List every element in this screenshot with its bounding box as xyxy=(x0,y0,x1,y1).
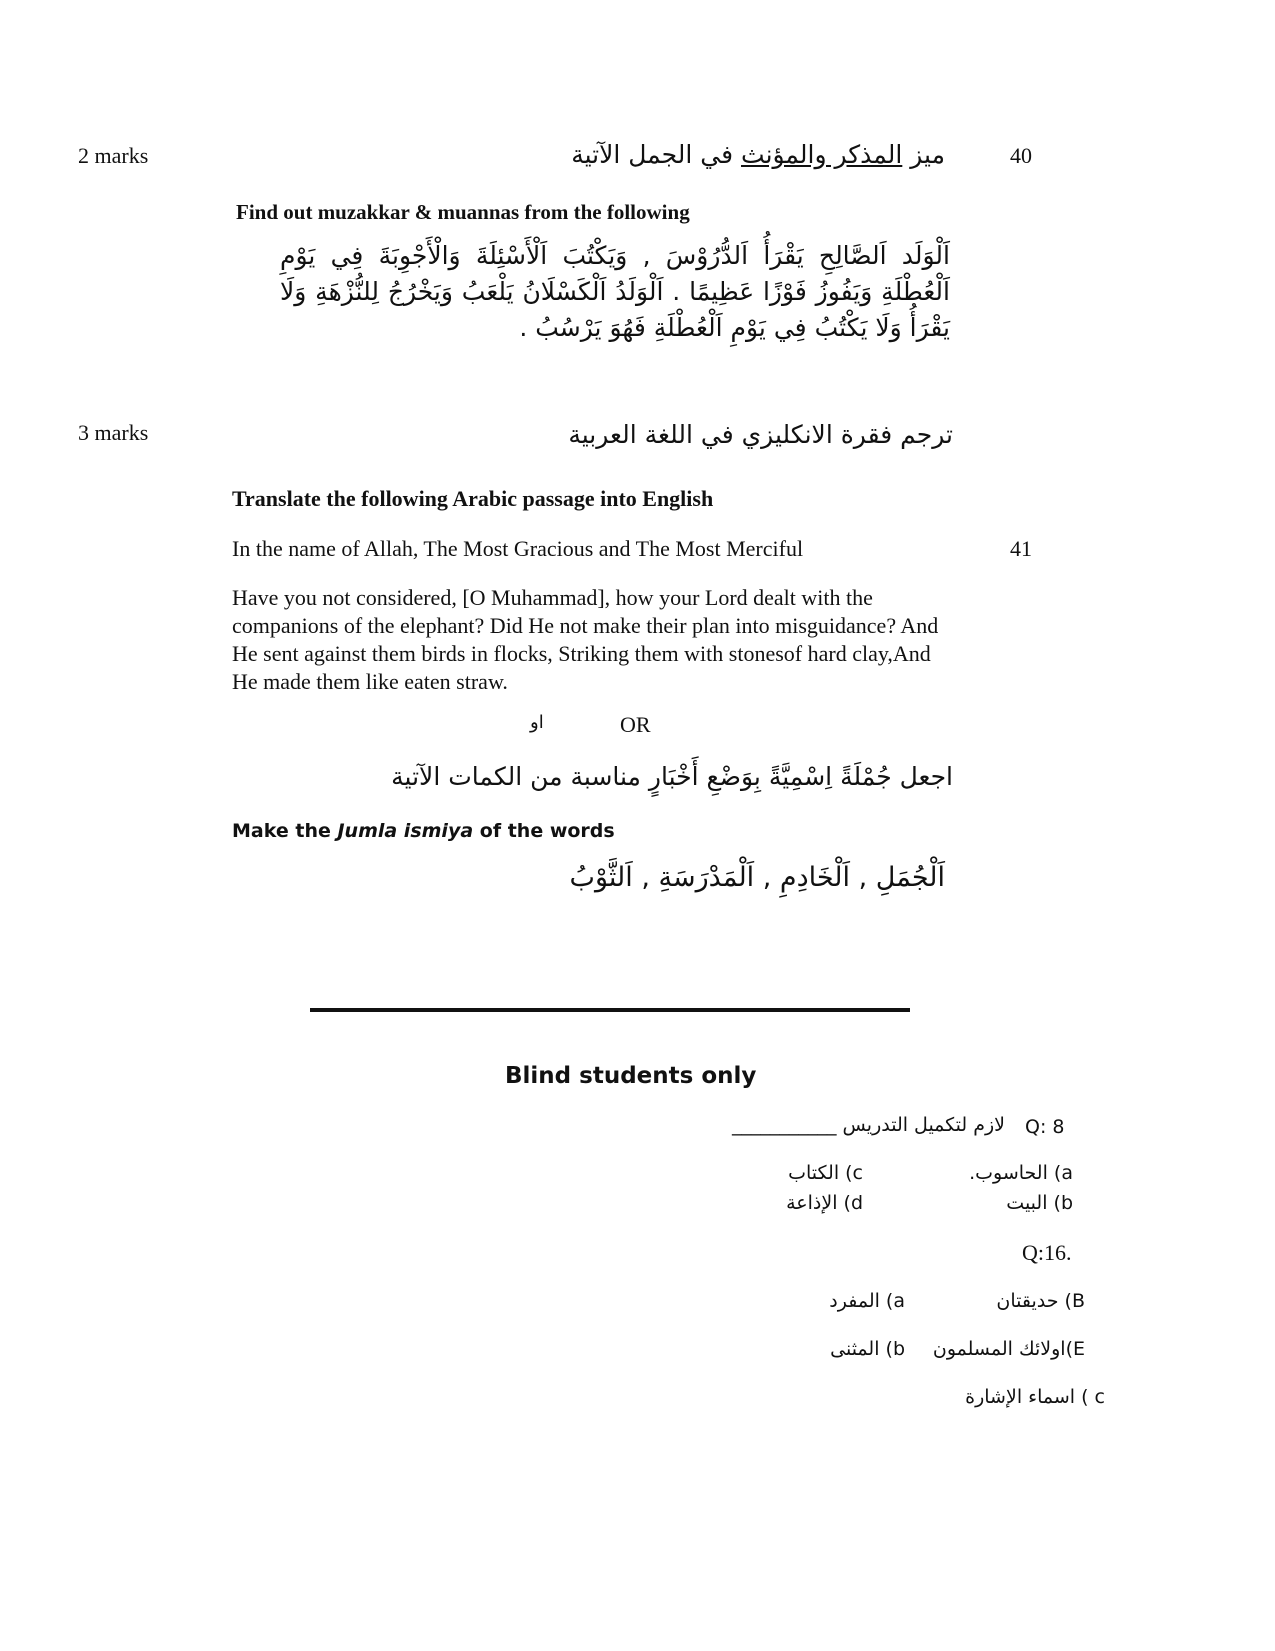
q16-option-B: B) حديقتان xyxy=(996,1290,1085,1312)
q8-option-b: b) البيت xyxy=(1006,1192,1073,1214)
blind-heading: Blind students only xyxy=(505,1063,757,1089)
q41-number: 41 xyxy=(1010,536,1032,561)
italic-term: Jumla ismiya xyxy=(337,820,474,842)
or-english: OR xyxy=(620,712,651,737)
title-part: ميز xyxy=(902,140,945,169)
alt-instruction xyxy=(232,820,615,842)
q40-arabic-title xyxy=(571,140,945,169)
q41-instruction: Translate the following Arabic passage into English xyxy=(232,486,714,511)
q41-marks: 3 marks xyxy=(78,420,149,445)
or-arabic: او xyxy=(530,712,544,733)
q41-passage: Have you not considered, [O Muhammad], how your Lord dealt with the companions of the elephant? Did He not make their plan into misguidance? And He sent against them birds in flocks, Striking them with stonesof hard clay,And He made them like eaten straw. xyxy=(232,585,939,694)
q8-text: لازم لتكميل التدريس ___________ xyxy=(732,1114,1005,1136)
q16-option-a: a) المفرد xyxy=(829,1290,905,1312)
q16-label: Q:16. xyxy=(1022,1240,1072,1265)
q41-arabic-title: ترجم فقرة الانكليزي في اللغة العربية xyxy=(568,420,953,449)
divider xyxy=(310,1008,910,1012)
q40-instruction: Find out muzakkar & muannas from the following xyxy=(236,200,690,224)
alt-arabic-title: اجعل جُمْلَةً اِسْمِيَّةً بِوَضْعِ أَخْبَارٍ مناسبة من الكمات الآتية xyxy=(391,762,953,791)
q8-label: Q: 8 xyxy=(1025,1116,1065,1138)
text: of the words xyxy=(473,820,615,842)
q8-option-a: a) الحاسوب. xyxy=(969,1162,1073,1184)
q16-option-E: E)اولائك المسلمون xyxy=(932,1338,1085,1360)
q40-marks: 2 marks xyxy=(78,143,149,168)
arabic-words: اَلْجُمَلِ , اَلْخَادِمِ , اَلْمَدْرَسَةِ , اَلثَّوْبُ xyxy=(569,862,945,893)
q8-option-c: c) الكتاب xyxy=(788,1162,863,1184)
text: Make the xyxy=(232,820,338,842)
q40-arabic-passage: اَلْوَلَد اَلصَّالِحِ يَقْرَأُ اَلدُّرُوْسَ , وَيَكْتُبَ اَلْأَسْئِلَةَ وَالْأَجْوِبَةَ فِي يَوْمِ اَلْعُطْلَةِ وَيَفُوزُ فَوْزًا عَظِيمًا . اَلْوَلَدُ اَلْكَسْلَانُ يَلْعَبُ وَيَخْرُجُ لِلنُّزْهَةِ وَلَا يَقْرَأُ وَلَا يَكْتُبُ فِي يَوْمِ اَلْعُطْلَةِ فَهُوَ يَرْسُبُ . xyxy=(280,241,950,342)
title-underlined: المذكر والمؤنث xyxy=(741,140,903,169)
q8-option-d: d) الإذاعة xyxy=(786,1192,863,1214)
q16-option-b: b) المثنى xyxy=(830,1338,905,1360)
q40-number: 40 xyxy=(1010,143,1032,168)
title-part: في الجمل الآتية xyxy=(571,140,742,169)
q41-bismillah: In the name of Allah, The Most Gracious and The Most Merciful xyxy=(232,536,804,561)
q16-option-c: c ) اسماء الإشارة xyxy=(965,1386,1105,1408)
